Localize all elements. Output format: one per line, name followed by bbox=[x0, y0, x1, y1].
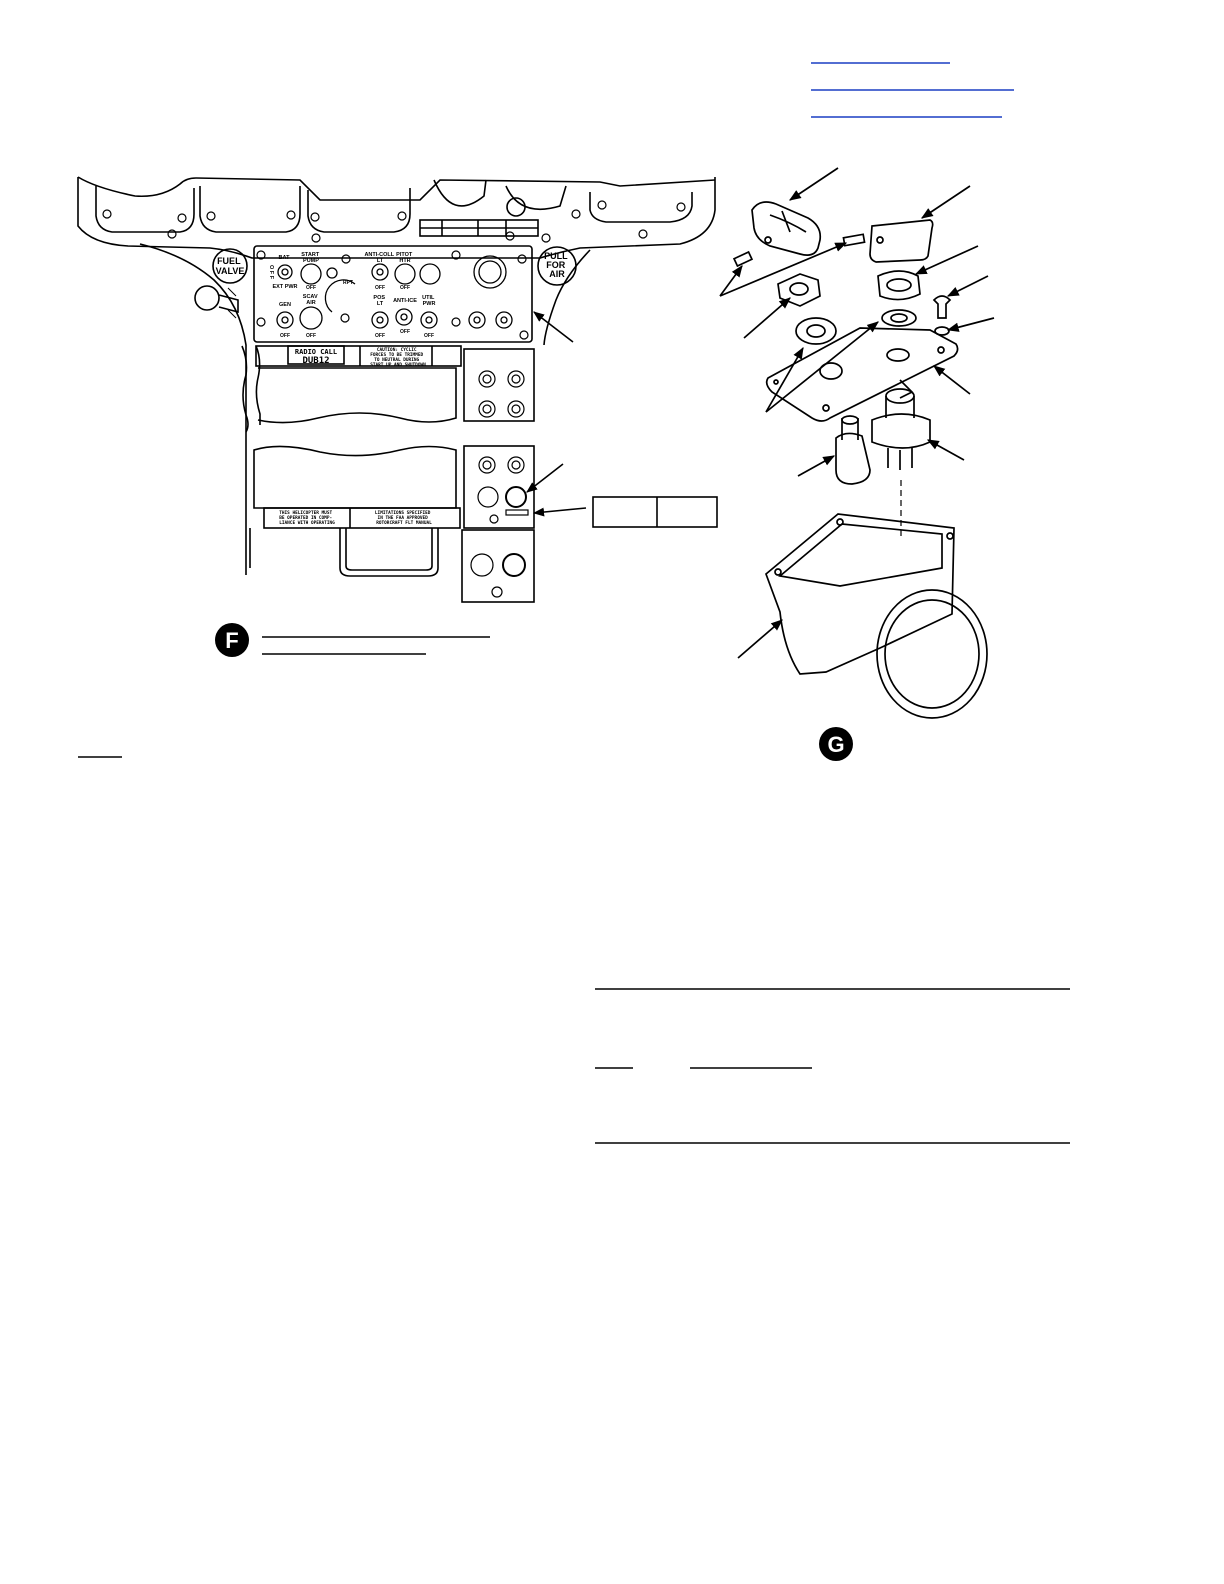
caution-placard-text: CAUTION: CYCLIC FORCES TO BE TRIMMED TO NEUTRAL DURING START UP AND SHUTDOWN bbox=[370, 348, 426, 368]
figure-g-marker-letter: G bbox=[827, 732, 845, 757]
pedestal-handle[interactable] bbox=[340, 528, 438, 576]
glare-shield bbox=[78, 177, 715, 200]
gen-switch[interactable] bbox=[277, 312, 293, 328]
rotary-switch-small bbox=[836, 433, 870, 484]
gen-label: GEN bbox=[279, 302, 291, 308]
off-label-util: OFF bbox=[424, 333, 434, 339]
callout-arrow-module-button bbox=[527, 464, 563, 492]
callout-box bbox=[593, 497, 717, 527]
switch-panel-screws bbox=[257, 251, 528, 339]
set-screw-left bbox=[734, 252, 752, 266]
module-3 bbox=[462, 530, 534, 602]
util-pwr-switch[interactable] bbox=[421, 312, 437, 328]
module-2-button-a[interactable] bbox=[478, 487, 498, 507]
lower-console-left-1 bbox=[242, 346, 248, 432]
aux-switch-2[interactable] bbox=[496, 312, 512, 328]
off-label-start-pump: OFF bbox=[306, 285, 316, 291]
pull-for-air-label: PULL FOR AIR bbox=[544, 251, 568, 279]
anti-coll-label: ANTI-COLL LT bbox=[364, 252, 395, 264]
callout-arrow-label-slot bbox=[534, 508, 586, 513]
pos-lt-label: POS LT bbox=[373, 295, 386, 307]
rpt-label: RPT bbox=[343, 280, 353, 286]
radio-call-id: DUB12 bbox=[302, 356, 330, 366]
module-3-button-a[interactable] bbox=[471, 554, 493, 576]
instrument-bezel-3 bbox=[308, 188, 410, 232]
switch-housing[interactable] bbox=[766, 514, 954, 674]
spare-button[interactable] bbox=[420, 264, 440, 284]
washer-left bbox=[796, 318, 836, 344]
callout-arrow-switch-panel bbox=[534, 312, 573, 342]
console-cutaway-1 bbox=[258, 368, 456, 423]
anti-ice-label: ANTI-ICE bbox=[393, 298, 417, 304]
panel-screws bbox=[103, 201, 685, 242]
figure-f-labels bbox=[216, 251, 570, 526]
fuel-valve-label: FUEL VALVE bbox=[215, 256, 245, 276]
module-2-switch-a[interactable] bbox=[479, 457, 495, 473]
rotary-switch-large bbox=[872, 414, 930, 448]
figure-g-exploded-view bbox=[720, 168, 994, 718]
pos-lt-switch[interactable] bbox=[372, 312, 388, 328]
figure-f-marker-letter: F bbox=[225, 628, 239, 653]
module-1-switch-a[interactable] bbox=[479, 371, 495, 387]
console-left-side bbox=[140, 244, 246, 575]
module-2-label-slot bbox=[506, 510, 528, 515]
aux-switch-1[interactable] bbox=[469, 312, 485, 328]
off-vertical-label: O F F bbox=[268, 265, 274, 280]
set-screw-right bbox=[843, 234, 864, 245]
scav-air-button[interactable] bbox=[300, 307, 322, 329]
gauge-top-1 bbox=[434, 180, 486, 206]
figure-f-marker bbox=[215, 623, 249, 657]
module-1-switch-d[interactable] bbox=[508, 401, 524, 417]
figure-g-marker bbox=[819, 727, 853, 761]
hex-nut-right bbox=[878, 271, 920, 300]
scav-air-label: SCAV AIR bbox=[302, 294, 318, 306]
bat-label: BAT bbox=[278, 255, 290, 261]
module-switches bbox=[471, 371, 528, 597]
hex-nut-left bbox=[778, 274, 820, 306]
pitot-htr-button[interactable] bbox=[395, 264, 415, 284]
off-label-pitot: OFF bbox=[400, 285, 410, 291]
helicopter-note-text: THIS HELICOPTER MUST BE OPERATED IN COMP- LIANCE WITH OPERATING bbox=[279, 511, 335, 526]
off-label-anti-ice: OFF bbox=[400, 329, 410, 335]
limitations-text: LIMITATIONS SPECIFIED IN THE FAA APPROVED ROTORCRAFT FLT MANUAL bbox=[374, 511, 432, 526]
module-3-button-b[interactable] bbox=[503, 554, 525, 576]
washer-right bbox=[882, 310, 916, 326]
mounting-screw bbox=[934, 296, 950, 318]
console-cutaway-2 bbox=[254, 446, 456, 508]
start-pump-button[interactable] bbox=[301, 264, 321, 284]
anti-coll-switch[interactable] bbox=[372, 264, 388, 280]
radio-call-label: RADIO CALL bbox=[294, 348, 338, 356]
figure-f-instrument-panel bbox=[78, 177, 715, 602]
off-label-pos: OFF bbox=[375, 333, 385, 339]
module-2-button-b[interactable] bbox=[506, 487, 526, 507]
upper-placard-strip bbox=[256, 346, 461, 366]
off-label-gen: OFF bbox=[280, 333, 290, 339]
mounting-bracket[interactable] bbox=[767, 328, 958, 421]
instrument-bezel-1 bbox=[96, 186, 194, 232]
switch-tag bbox=[870, 220, 933, 262]
off-label-anti-coll: OFF bbox=[375, 285, 385, 291]
housing-round-face bbox=[877, 590, 987, 718]
module-2 bbox=[464, 446, 534, 528]
switch-knob[interactable] bbox=[752, 202, 820, 255]
pitot-htr-label: PITOT HTR bbox=[396, 252, 413, 264]
table-rules bbox=[595, 989, 1070, 1143]
instrument-bezel-2 bbox=[200, 186, 300, 232]
util-pwr-label: UTIL PWR bbox=[422, 295, 436, 307]
ext-pwr-label: EXT PWR bbox=[272, 284, 298, 290]
module-2-switch-b[interactable] bbox=[508, 457, 524, 473]
toggle-switches bbox=[277, 256, 512, 329]
module-1-switch-b[interactable] bbox=[508, 371, 524, 387]
reference-links bbox=[811, 63, 1014, 117]
off-label-scav: OFF bbox=[306, 333, 316, 339]
figure-f-caption-lines bbox=[262, 637, 490, 654]
module-1-switch-c[interactable] bbox=[479, 401, 495, 417]
start-pump-label: START PUMP bbox=[301, 252, 320, 264]
indicator-light bbox=[327, 268, 337, 278]
anti-ice-switch[interactable] bbox=[396, 309, 412, 325]
bat-switch[interactable] bbox=[278, 265, 292, 279]
side-lever-knob[interactable] bbox=[195, 286, 219, 310]
